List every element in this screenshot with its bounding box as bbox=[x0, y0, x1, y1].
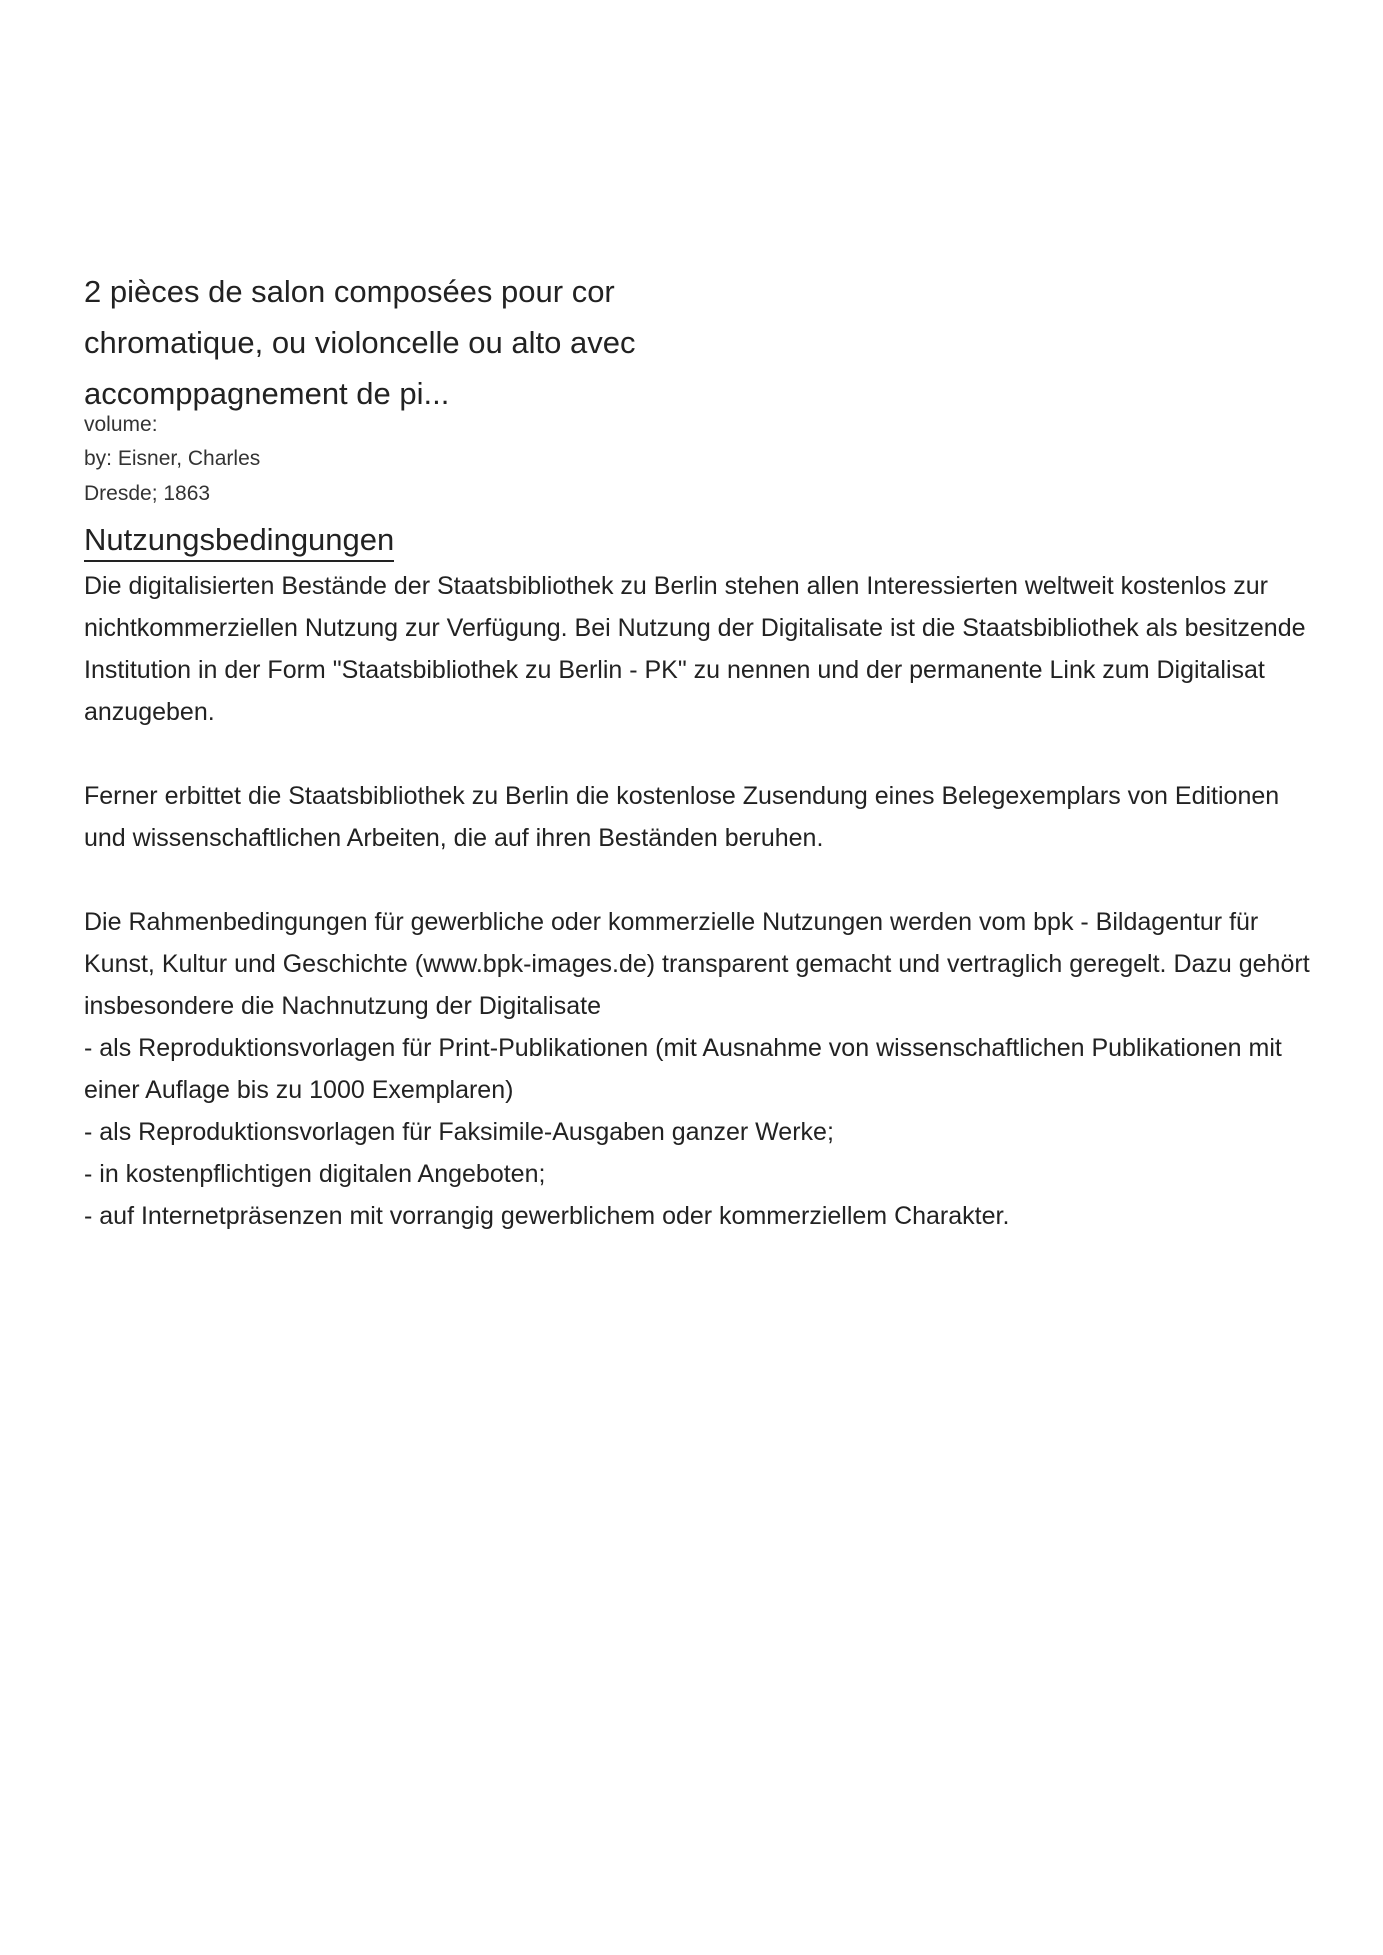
terms-paragraph-3: Die Rahmenbedingungen für gewerbliche oder kommerzielle Nutzungen werden vom bpk - Bildagentur für Kunst, Kultur und Geschichte (www.bpk-images.de) transparent gemacht und vertraglich geregelt. Dazu gehört insbesondere die Nachnutzung der Digitalisate bbox=[84, 908, 1310, 1020]
terms-list-item: - als Reproduktionsvorlagen für Print-Publikationen (mit Ausnahme von wissenschaftlichen Publikationen mit einer Auflage bis zu 1000 Exemplaren) bbox=[84, 1034, 1282, 1104]
terms-paragraph-1: Die digitalisierten Bestände der Staatsbibliothek zu Berlin stehen allen Interessierten weltweit kostenlos zur nichtkommerziellen Nutzung zur Verfügung. Bei Nutzung der Digitalisate ist die Staatsbibliothek als besitzende Institution in der Form "Staatsbibliothek zu Berlin - PK" zu nennen und der permanente Link zum Digitalisat anzugeben. bbox=[84, 572, 1306, 726]
record-imprint: Dresde; 1863 bbox=[84, 482, 211, 505]
terms-heading: Nutzungsbedingungen bbox=[84, 521, 394, 562]
record-title: 2 pièces de salon composées pour cor chromatique, ou violoncelle ou alto avec accomppagnement de pi... bbox=[84, 274, 636, 411]
terms-list-item: - in kostenpflichtigen digitalen Angeboten; bbox=[84, 1160, 546, 1188]
paragraph-spacer bbox=[84, 733, 1324, 775]
record-author: by: Eisner, Charles bbox=[84, 447, 261, 470]
terms-list-item: - als Reproduktionsvorlagen für Faksimile-Ausgaben ganzer Werke; bbox=[84, 1118, 834, 1146]
terms-list-item: - auf Internetpräsenzen mit vorrangig gewerblichem oder kommerziellem Charakter. bbox=[84, 1202, 1010, 1230]
terms-body bbox=[84, 565, 1324, 1237]
record-volume: volume: bbox=[84, 413, 158, 436]
terms-paragraph-2: Ferner erbittet die Staatsbibliothek zu Berlin die kostenlose Zusendung eines Belegexemplars von Editionen und wissenschaftlichen Arbeiten, die auf ihren Beständen beruhen. bbox=[84, 782, 1280, 852]
paragraph-spacer bbox=[84, 859, 1324, 901]
